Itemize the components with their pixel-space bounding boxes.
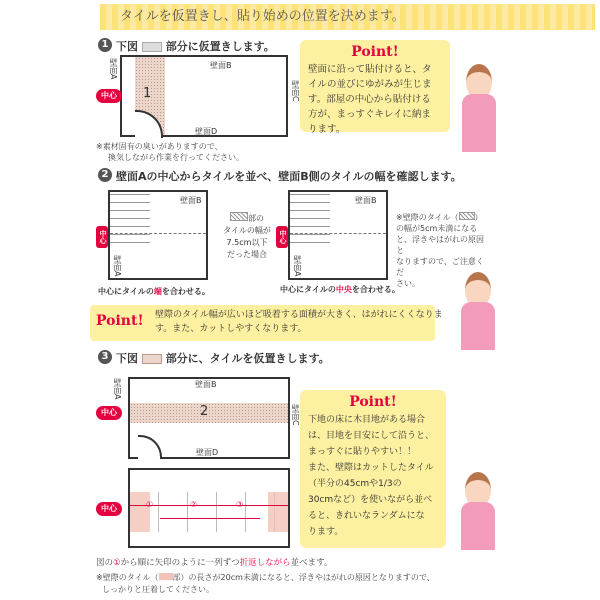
tile-rows — [130, 492, 288, 532]
woman-illustration — [458, 60, 504, 155]
step1-number: 1 — [98, 38, 112, 52]
step3-heading: 下図 部分に、タイルを仮置きします。 — [116, 352, 330, 365]
side-note: ※壁際のタイル（ ） の幅が5cm未満になる と、浮きやはがれの原因と なりますので、ご注意くだ さい。 — [396, 213, 484, 288]
wall-c-label: 壁面C — [291, 80, 300, 102]
row-arrow-2 — [160, 518, 260, 519]
edge-tile-right — [268, 492, 288, 532]
center-badge: 中心 — [96, 406, 122, 420]
point-text: 下地の床に木目地がある場合 は、目地を目安にして沿うと、 まっすぐに貼りやすい！！ また、壁際はカットしたタイル （半分の45cmや1/3の 30cmなど）を使いながら並べ ると、きれいなランダムにな ります。 — [308, 415, 435, 537]
wall-c-label-3: 壁面C — [291, 404, 300, 426]
center-badge: 中心 — [96, 502, 122, 516]
center-badge: 中心 — [276, 226, 288, 248]
caption-edge: 中心にタイルの端を合わせる。 — [98, 287, 210, 296]
footer-note-3: しっかりと圧着してください。 — [102, 585, 214, 594]
footer-note-2: ※壁際のタイル（ 部）の長さが20cm未満になると、浮きやはがれの原因となりますので、 — [96, 573, 435, 582]
step1-heading: 下図 部分に仮置きします。 — [116, 40, 275, 53]
point-text: 壁際のタイル幅が広いほど吸着する面積が大きく、はがれにくくなりま す。また、カットしやすくなります。 — [155, 310, 443, 334]
center-line-a — [110, 233, 206, 234]
point-title: Point! — [351, 44, 399, 60]
center-badge: 中心 — [96, 89, 122, 103]
wall-d-label-3: 壁面D — [196, 448, 219, 457]
condition-text: 部の タイルの幅が 7.5cm以下 だった場合 — [223, 214, 271, 259]
step2-number: 2 — [98, 168, 112, 182]
tile-stack-b — [290, 192, 330, 250]
step2-heading: 壁面Aの中心からタイルを並べ、壁面B側のタイルの幅を確認します。 — [116, 170, 462, 183]
footer-note-1: 図の①から順に矢印のように一列ずつ折返しながら並べます。 — [96, 558, 333, 568]
section-title-banner: タイルを仮置きし、貼り始めの位置を決めます。 — [100, 4, 595, 30]
point-title: Point! — [349, 394, 397, 410]
order-marker-2: ② — [190, 500, 198, 509]
wall-b-label-2b: 壁面B — [355, 196, 377, 205]
dotted-swatch-icon — [142, 42, 162, 52]
order-marker-1: ① — [146, 500, 154, 509]
wall-d-label: 壁面D — [195, 127, 218, 136]
order-marker-3: ③ — [236, 500, 244, 509]
wall-a-label-2a: 壁面A — [113, 255, 122, 277]
row-arrow-1 — [130, 505, 288, 506]
area-number-1: 1 — [143, 86, 152, 101]
woman-illustration — [455, 270, 505, 350]
point-box-3 — [300, 390, 446, 548]
tile-stack-a — [110, 192, 150, 250]
note-odor-2: 換気しながら作業を行ってください。 — [108, 153, 244, 162]
area-number-2: 2 — [200, 404, 209, 419]
wall-b-label: 壁面B — [210, 61, 232, 70]
hatch-swatch-icon — [459, 212, 475, 220]
center-line-b — [290, 233, 386, 234]
woman-illustration — [455, 470, 505, 550]
wall-b-label-3: 壁面B — [195, 380, 217, 389]
center-badge: 中心 — [96, 226, 108, 248]
step3-number: 3 — [98, 350, 112, 364]
wall-a-label-3: 壁面A — [113, 378, 122, 400]
tile-area-2 — [130, 403, 288, 423]
point-box-1 — [300, 40, 450, 135]
wall-a-label-2b: 壁面A — [293, 255, 302, 277]
hatch-swatch-icon — [230, 212, 248, 221]
dotted-swatch-icon — [142, 354, 162, 364]
note-odor-1: ※素材固有の臭いがありますので、 — [96, 142, 223, 151]
wall-a-label: 壁面A — [109, 58, 118, 80]
caption-center: 中心にタイルの中央を合わせる。 — [280, 285, 400, 294]
wall-b-label-2a: 壁面B — [180, 196, 202, 205]
point-title: Point! — [96, 313, 144, 329]
edge-tile-left — [130, 492, 150, 532]
point-text: 壁面に沿って貼付けると、タ イルの並びにゆがみが生じま す。部屋の中心から貼付ける 方が、まっすぐキレイに納ま ります。 — [308, 64, 432, 135]
pink-swatch-icon — [159, 573, 173, 580]
